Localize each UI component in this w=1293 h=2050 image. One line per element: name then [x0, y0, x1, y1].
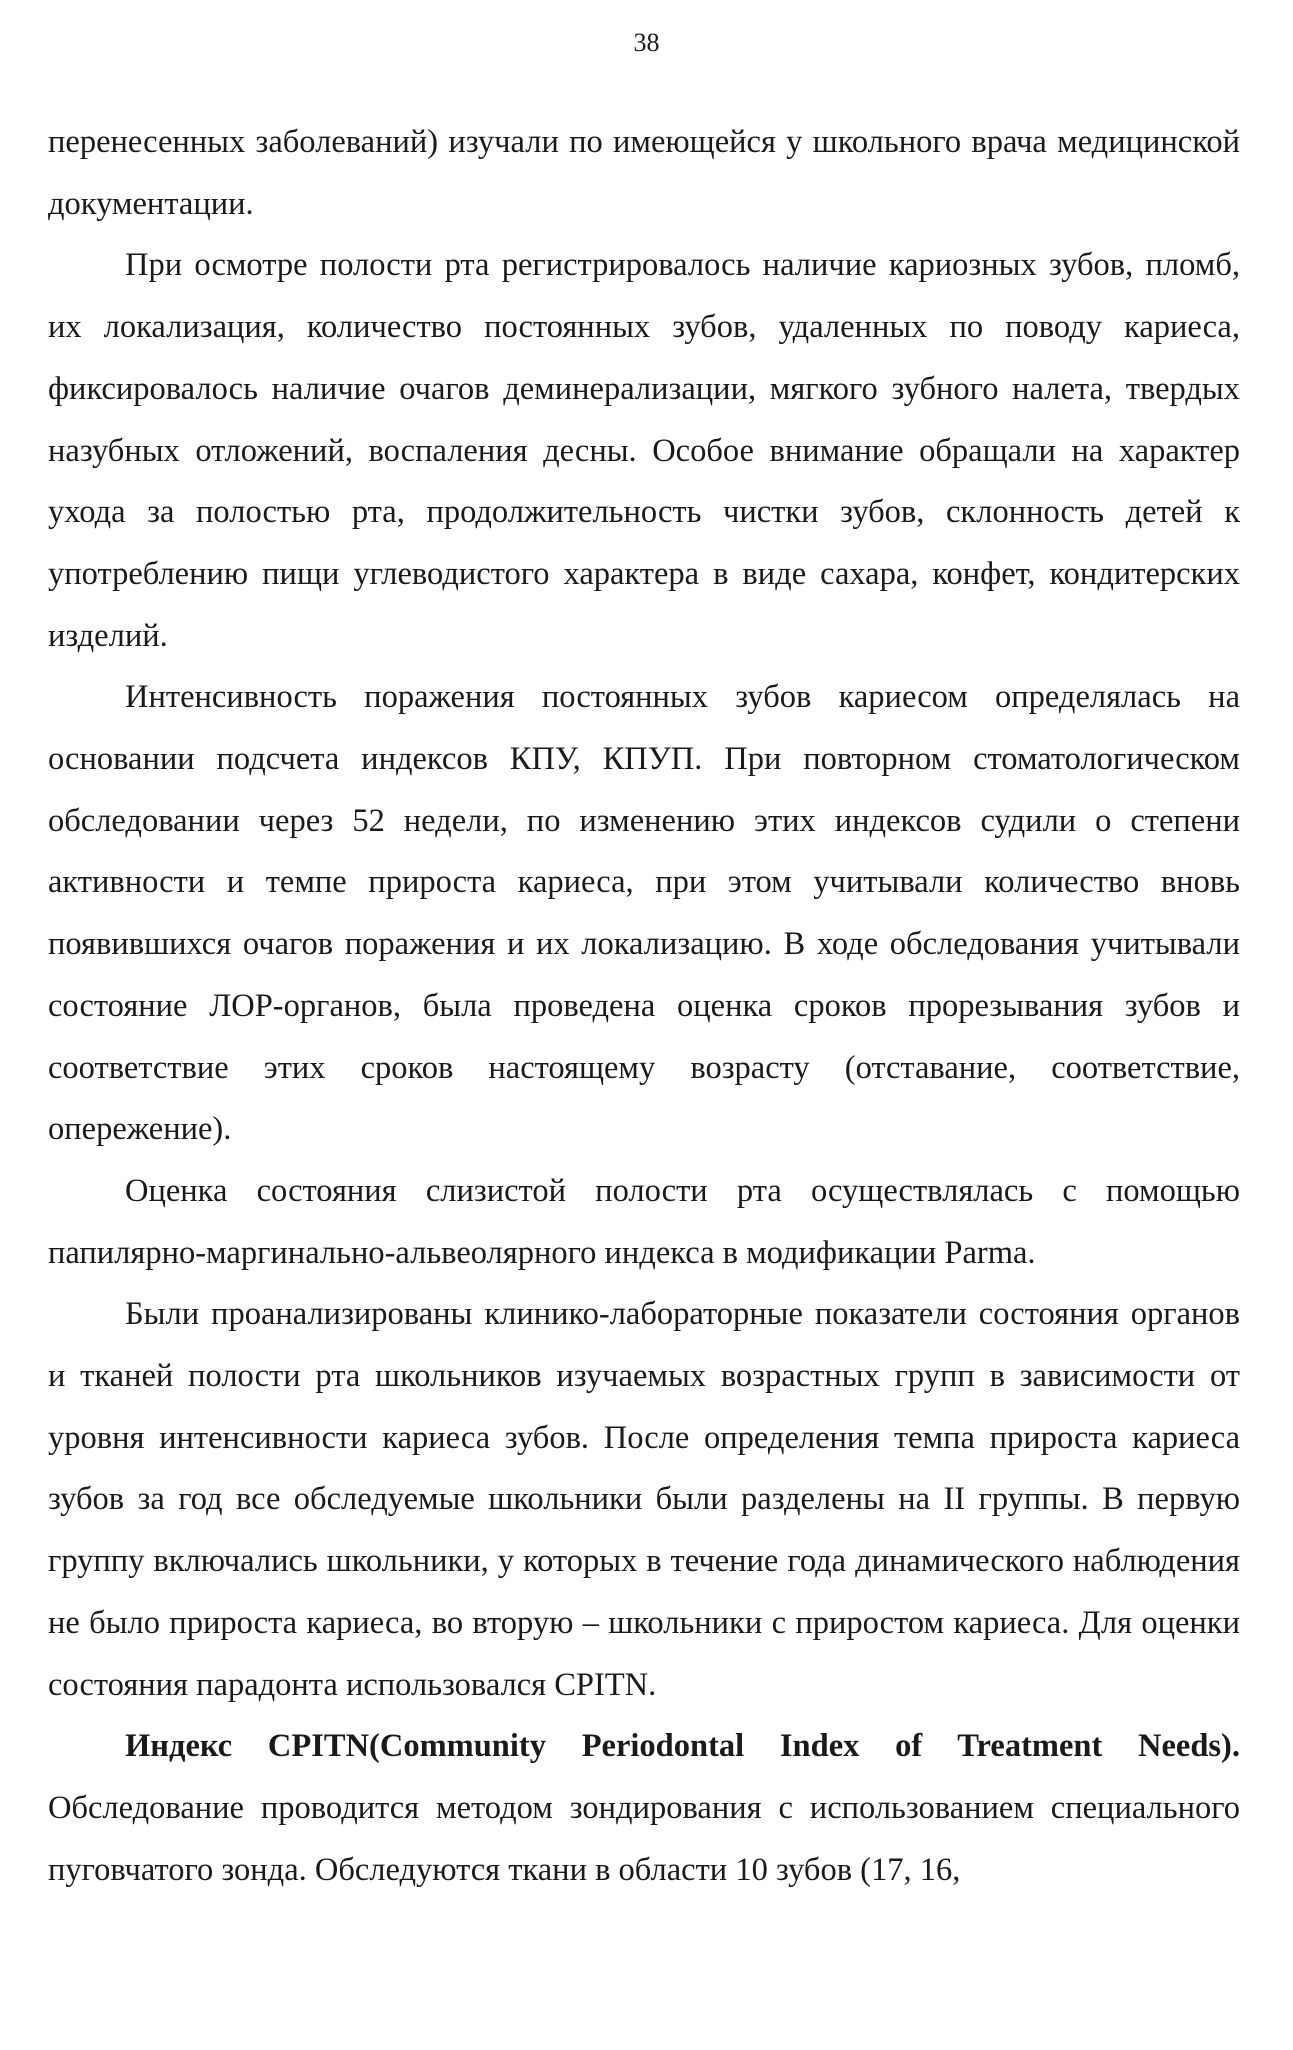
paragraph-text: Оценка состояния слизистой полости рта осуществлялась с помощью папилярно-маргинально-альвеолярного индекса в модификации Parma. — [48, 1172, 1240, 1271]
paragraph-text: Обследование проводится методом зондирования с использованием специального пуговчатого зонда. Обследуются ткани в области 10 зубов (17, 16, — [48, 1789, 1240, 1888]
paragraph-continuation — [48, 112, 1240, 235]
paragraph-examination — [48, 235, 1240, 667]
paragraph-caries-intensity — [48, 667, 1240, 1161]
paragraph-mucosa — [48, 1161, 1240, 1284]
paragraph-text: При осмотре полости рта регистрировалось наличие кариозных зубов, пломб, их локализация, количество постоянных зубов, удаленных по поводу кариеса, фиксировалось наличие очагов деминерализации, мягкого зубного налета, твердых назубных отложений, воспаления десны. Особое внимание обращали на характер ухода за полостью рта, продолжительность чистки зубов, склонность детей к употреблению пищи углеводистого характера в виде сахара, конфет, кондитерских изделий. — [48, 247, 1240, 654]
body-text — [48, 112, 1240, 1901]
cpitn-heading: Индекс CPITN(Community Periodontal Index of Treatment Needs). — [125, 1728, 1240, 1765]
paragraph-text: перенесенных заболеваний) изучали по имеющейся у школьного врача медицинской документации. — [48, 124, 1240, 222]
page-number: 38 — [633, 28, 660, 57]
paragraph-text: Интенсивность поражения постоянных зубов кариесом определялась на основании подсчета индексов КПУ, КПУП. При повторном стоматологическом обследовании через 52 недели, по изменению этих индексов судили о степени активности и темпе прироста кариеса, при этом учитывали количество вновь появившихся очагов поражения и их локализацию. В ходе обследования учитывали состояние ЛОР-органов, была проведена оценка сроков прорезывания зубов и соответствие этих сроков настоящему возрасту (отставание, соответствие, опережение). — [48, 679, 1240, 1148]
paragraph-text: Были проанализированы клинико-лабораторные показатели состояния органов и тканей полости рта школьников изучаемых возрастных групп в зависимости от уровня интенсивности кариеса зубов. После определения темпа прироста кариеса зубов за год все обследуемые школьники были разделены на II группы. В первую группу включались школьники, у которых в течение года динамического наблюдения не было прироста кариеса, во вторую – школьники с приростом кариеса. Для оценки состояния парадонта использовался CPITN. — [48, 1296, 1240, 1703]
paragraph-groups — [48, 1284, 1240, 1716]
paragraph-cpitn — [48, 1716, 1240, 1901]
